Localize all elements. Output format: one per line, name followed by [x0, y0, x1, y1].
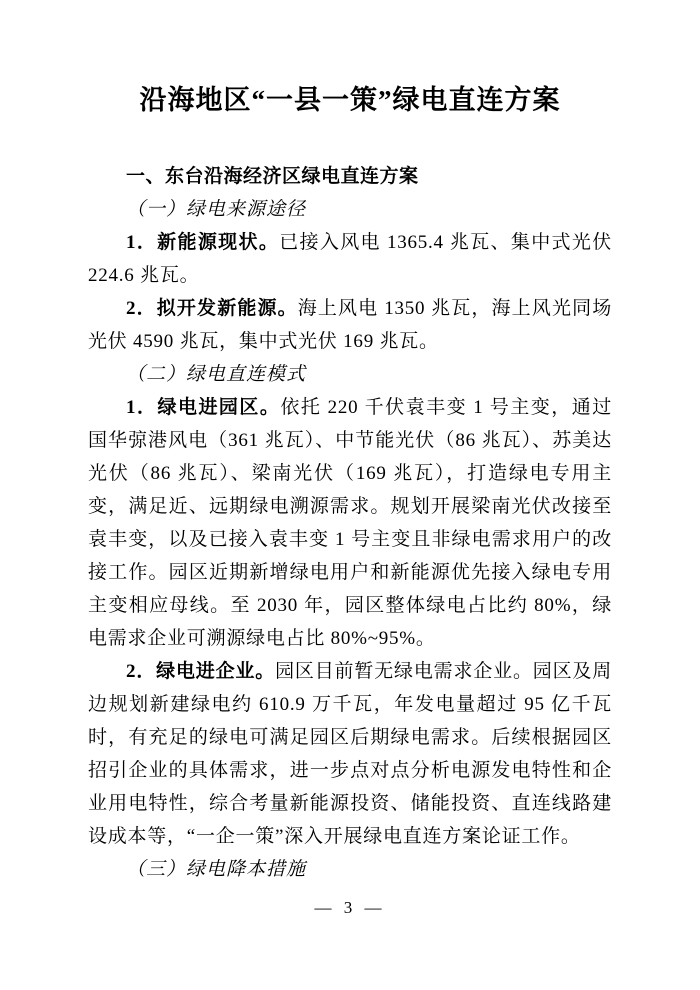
- paragraph-lead: 2．拟开发新能源。: [126, 298, 298, 319]
- paragraph-text: 园区目前暂无绿电需求企业。园区及周边规划新建绿电约 610.9 万千瓦，年发电量超过 95 亿千瓦时，有充足的绿电可满足园区后期绿电需求。后续根据园区招引企业的具体需求，进一步点对点分析电源发电特性和企业用电特性，综合考量新能源投资、储能投资、直连线路建设成本等，“一企一策”深入开展绿电直连方案论证工作。: [88, 661, 612, 847]
- page-number: — 3 —: [314, 898, 386, 917]
- section-heading: 一、东台沿海经济区绿电直连方案: [126, 166, 419, 187]
- subsection-heading-2: （二）绿电直连模式: [126, 364, 307, 385]
- paragraph-text: 海上风电 1350 兆瓦，海上风光同场光伏 4590 兆瓦，集中式光伏 169 兆瓦。: [88, 298, 612, 352]
- paragraph-lead: 1．新能源现状。: [126, 232, 280, 253]
- paragraph-new-energy-status: [88, 226, 612, 292]
- subsection-heading-1: （一）绿电来源途径: [126, 199, 307, 220]
- paragraph-text: 依托 220 千伏袁丰变 1 号主变，通过国华弶港风电（361 兆瓦）、中节能光伏（86 兆瓦）、苏美达光伏（86 兆瓦）、梁南光伏（169 兆瓦），打造绿电专用主变，满足近、远期绿电溯源需求。规划开展梁南光伏改接至袁丰变，以及已接入袁丰变 1 号主变且非绿电需求用户的改接工作。园区近期新增绿电用户和新能源优先接入绿电专用主变相应母线。至 2030 年，园区整体绿电占比约 80%，绿电需求企业可溯源绿电占比 80%~95%。: [88, 397, 612, 649]
- paragraph-lead: 1．绿电进园区。: [126, 397, 281, 418]
- paragraph-lead: 2．绿电进企业。: [126, 661, 276, 682]
- paragraph-green-power-to-park: [88, 391, 612, 655]
- page-title: 沿海地区“一县一策”绿电直连方案: [139, 85, 561, 115]
- paragraph-planned-new-energy: [88, 292, 612, 358]
- subsection-heading-3: （三）绿电降本措施: [126, 859, 307, 880]
- paragraph-text: 已接入风电 1365.4 兆瓦、集中式光伏 224.6 兆瓦。: [88, 232, 612, 286]
- paragraph-green-power-to-enterprise: [88, 655, 612, 853]
